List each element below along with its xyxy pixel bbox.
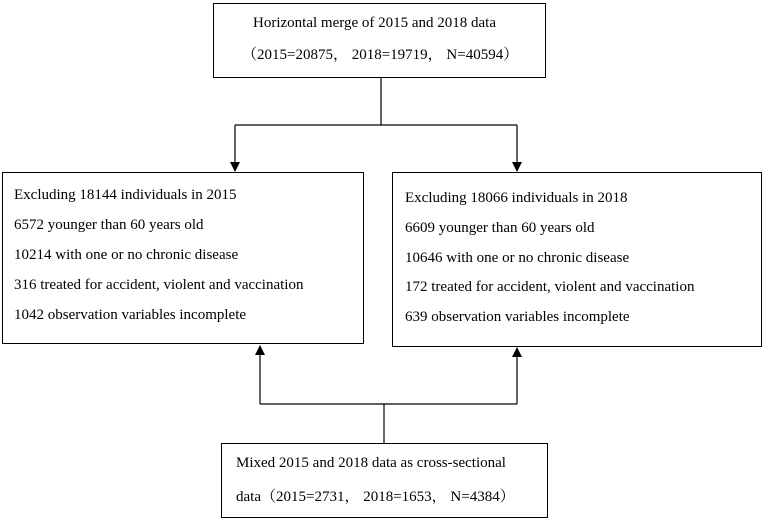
exclusion-box-2018	[392, 172, 762, 347]
exclusion-2015-chronic: 10214 with one or no chronic disease	[14, 247, 239, 263]
merge-box	[213, 3, 546, 78]
merge-box-counts: （2015=20875， 2018=19719， N=40594）	[242, 47, 519, 63]
merge-box-title: Horizontal merge of 2015 and 2018 data	[253, 15, 496, 31]
mixed-data-title: Mixed 2015 and 2018 data as cross-sectional	[236, 455, 506, 471]
exclusion-2018-accident: 172 treated for accident, violent and vaccination	[405, 279, 695, 295]
exclusion-2015-accident: 316 treated for accident, violent and vaccination	[14, 277, 304, 293]
exclusion-2015-incomplete: 1042 observation variables incomplete	[14, 307, 247, 323]
exclusion-2015-title: Excluding 18144 individuals in 2015	[14, 187, 237, 203]
exclusion-2018-incomplete: 639 observation variables incomplete	[405, 309, 630, 325]
exclusion-2018-title: Excluding 18066 individuals in 2018	[405, 190, 628, 206]
mixed-data-box	[221, 443, 548, 518]
exclusion-2018-chronic: 10646 with one or no chronic disease	[405, 250, 630, 266]
mixed-data-counts: data（2015=2731， 2018=1653， N=4384）	[236, 489, 515, 505]
exclusion-box-2015	[2, 172, 364, 344]
exclusion-2015-age: 6572 younger than 60 years old	[14, 217, 204, 233]
exclusion-2018-age: 6609 younger than 60 years old	[405, 220, 595, 236]
